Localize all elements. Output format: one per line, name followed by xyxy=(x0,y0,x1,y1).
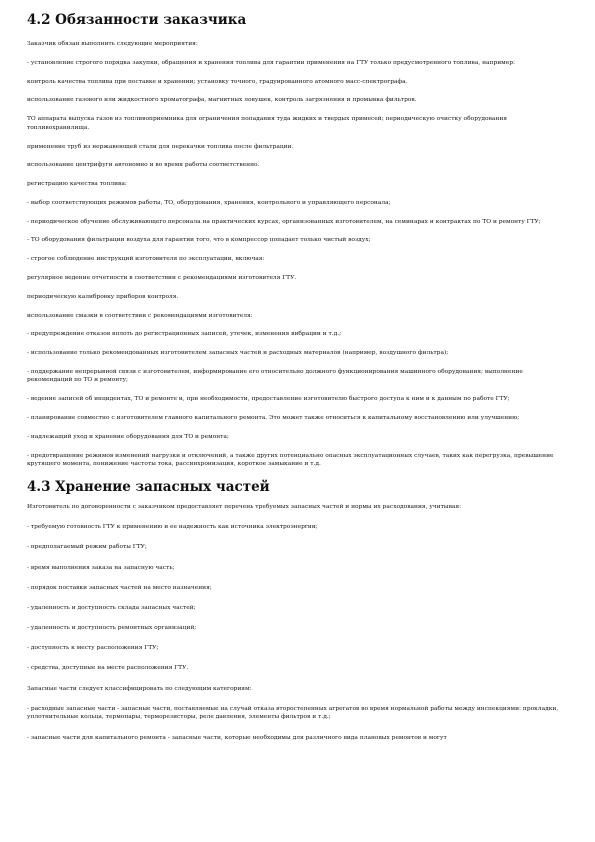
paragraph: - ТО оборудования фильтрации воздуха для гарантии того, что в компрессор попадает только чистый воздух; xyxy=(27,237,371,244)
paragraph: - удаленность и доступность склада запасных частей; xyxy=(27,604,196,611)
paragraph: - предупреждение отказов вплоть до регистрационных записей, утечек, изменения вибрации и т.д.; xyxy=(27,331,342,338)
paragraph: - порядок поставки запасных частей на место назначения; xyxy=(27,584,212,591)
paragraph: - поддержание непрерывной связи с изготовителем, информирование его относительно должного функционирования машинного оборудования; выполнение рекомендаций по ТО и ремонту; xyxy=(27,368,523,384)
paragraph: периодическую калибровку приборов контроля. xyxy=(27,293,179,300)
paragraph: - надлежащий уход и хранение оборудования для ТО и ремонта; xyxy=(27,433,229,440)
paragraph: - требуемую готовность ГТУ к применению и ее надежность как источника электроэнергии; xyxy=(27,524,318,531)
paragraph: контроль качества топлива при поставке и хранении; установку точного, градуированного атомного масс-спектрографа. xyxy=(27,78,408,85)
paragraph: - расходные запасные части - запасные части, поставляемые на случай отказа второстепенных агрегатов во время нормальной работы между инспекциями: прокладки, уплотнительные кольца, термопары, терморезисторы, реле давления, элементы фильтров и т.д.; xyxy=(27,705,559,721)
paragraph: - строгое соблюдение инструкций изготовителя по эксплуатации, включая: xyxy=(27,256,265,263)
paragraph: применение труб из нержавеющей стали для перекачки топлива после фильтрации. xyxy=(27,143,294,150)
paragraph: - периодическое обучение обслуживающего персонала на практических курсах, организованных изготовителем, на семинарах и контрактах по ТО и ремонту ГТУ; xyxy=(27,218,541,225)
paragraph: - выбор соответствующих режимов работы, ТО, оборудования, хранения, контрольного и управляющего персонала; xyxy=(27,199,391,206)
paragraph: - использование только рекомендованных изготовителем запасных частей и расходных материалов (например, воздушного фильтра); xyxy=(27,350,449,357)
paragraph: Запасные части следует классифицировать по следующим категориям: xyxy=(27,685,252,692)
paragraph: использование газового или жидкостного хроматографа, магнитных ловушек, контроль загрязнения и промывка фильтров. xyxy=(27,97,417,104)
paragraph: - запасные части для капитального ремонта - запасные части, которые необходимы для различного вида плановых ремонтов и могут xyxy=(27,734,447,741)
paragraph: - удаленность и доступность ремонтных организаций; xyxy=(27,625,197,632)
paragraph: - установление строгого порядка закупки, обращения и хранения топлива для гарантии применения на ГТУ только предусмотренного топлива, например: xyxy=(27,59,515,66)
paragraph: ТО аппарата выпуска газов из топливоприемника для ограничения попадания туда жидких и твердых примесей; периодическую очистку оборудования топливохранилища. xyxy=(27,116,508,131)
paragraph: регулярное ведение отчетности в соответствии с рекомендациями изготовителя ГТУ. xyxy=(27,274,297,281)
paragraph: - ведение записей об инцидентах, ТО и ремонте и, при необходимости, предоставление изготовителю быстрого доступа к ним и к данным по работе ГТУ; xyxy=(27,396,510,403)
paragraph: использование смазки в соответствии с рекомендациями изготовителя: xyxy=(27,312,253,319)
section-body-customer-duties xyxy=(27,40,568,469)
paragraph: регистрацию качества топлива: xyxy=(27,181,127,188)
paragraph: - время выполнения заказа на запасную часть; xyxy=(27,564,175,571)
paragraph: - планирование совместно с изготовителем главного капитального ремонта. Это может также относиться к капитальному восстановлению или улучшению; xyxy=(27,415,520,422)
section-body-spare-parts xyxy=(27,503,568,742)
paragraph: - доступность к месту расположения ГТУ; xyxy=(27,645,159,652)
paragraph: использование центрифуги автономно и во время работы соответственно. xyxy=(27,162,260,169)
paragraph: Изготовитель по договоренности с заказчиком предоставляет перечень требуемых запасных частей и нормы их расходования, учитывая: xyxy=(27,503,462,510)
paragraph: Заказчик обязан выполнить следующие мероприятия: xyxy=(27,41,198,47)
paragraph: - средства, доступные на месте расположения ГТУ. xyxy=(27,665,189,672)
section-heading-spare-parts: 4.3 Хранение запасных частей xyxy=(27,478,270,495)
paragraph: - предполагаемый режим работы ГТУ; xyxy=(27,544,147,551)
paragraph: - предотвращение режимов изменений нагрузки и отключений, а также других потенциально опасных эксплуатационных случаев, таких как перегрузка, превышение крутящего момента, понижение частоты тока, рассинхронизация, короткое замыкание и т.д. xyxy=(27,452,554,468)
section-heading-customer-duties: 4.2 Обязанности заказчика xyxy=(27,12,247,28)
